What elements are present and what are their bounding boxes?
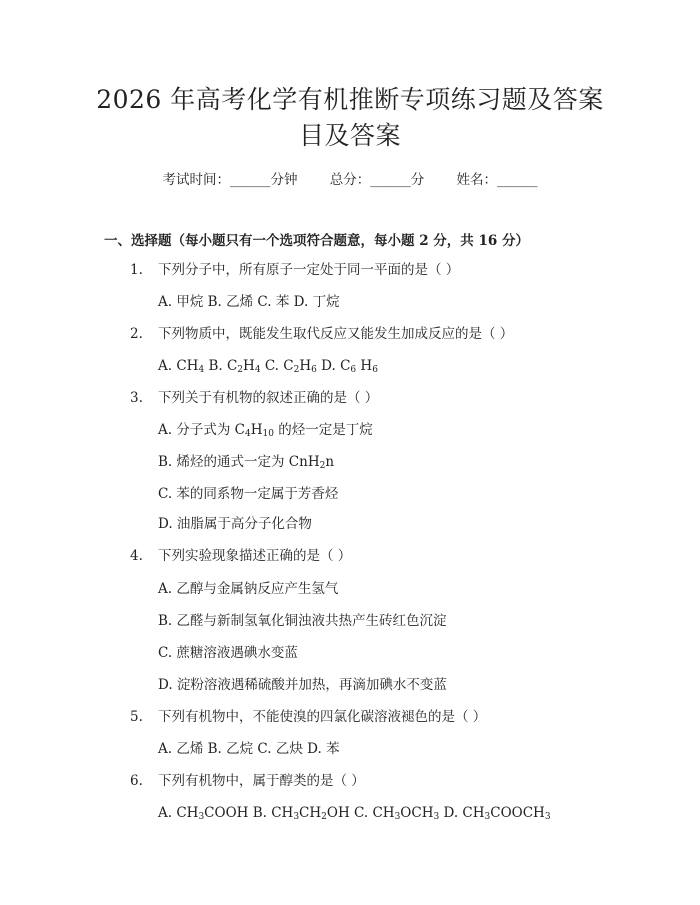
subscript: 4 [254, 365, 261, 375]
question-2 [130, 325, 513, 343]
question-6-options [158, 804, 551, 826]
exam-info-bar [0, 168, 700, 188]
option-text: H [356, 358, 373, 374]
question-3-option-a [158, 421, 373, 443]
question-text: 下列有机物中，属于醇类的是（ ） [158, 773, 365, 789]
option-text: B. C [204, 358, 238, 374]
question-4-option-b: B. 乙醛与新制氢氧化铜浊液共热产生砖红色沉淀 [158, 613, 447, 629]
option-text: B. 烯烃的通式一定为 CnH [158, 454, 320, 470]
question-3-option-d: D. 油脂属于高分子化合物 [158, 516, 312, 532]
question-text: 下列有机物中，不能使溴的四氯化碳溶液褪色的是（ ） [158, 709, 487, 725]
question-number: 1. [130, 262, 143, 278]
subscript: 3 [394, 812, 401, 822]
option-text: D. C [316, 358, 351, 374]
subscript: 6 [372, 365, 378, 375]
question-6 [130, 772, 365, 790]
question-4 [130, 547, 351, 565]
question-3-option-b [158, 453, 334, 475]
question-text: 下列关于有机物的叙述正确的是（ ） [158, 390, 379, 406]
question-5 [130, 708, 486, 726]
question-number: 4. [130, 548, 143, 564]
question-number: 5. [130, 709, 143, 725]
option-text: A. 分子式为 C [158, 422, 245, 438]
subscript: 3 [293, 812, 300, 822]
option-text: H [250, 422, 263, 438]
option-text: C. C [260, 358, 294, 374]
name-field: 姓名：______ [456, 172, 538, 188]
option-text: 的烃一定是丁烷 [273, 422, 373, 438]
subscript: 2 [321, 812, 327, 822]
subscript: 6 [311, 365, 317, 375]
subscript: 4 [244, 429, 251, 439]
doc-title-line2: 目及答案 [298, 121, 401, 150]
question-number: 3. [130, 390, 143, 406]
subscript: 3 [544, 812, 551, 822]
subscript: 3 [433, 812, 440, 822]
total-score-field: 总分：______分 [329, 172, 425, 188]
question-4-option-d: D. 淀粉溶液遇稀硫酸并加热，再滴加碘水不变蓝 [158, 677, 447, 693]
question-4-option-a: A. 乙醇与金属钠反应产生氢气 [158, 581, 339, 597]
option-text: H [243, 358, 255, 374]
subscript: 4 [198, 365, 205, 375]
option-text: OH C. CH [326, 805, 395, 821]
section-heading: 一、选择题（每小题只有一个选项符合题意，每小题 2 分，共 16 分） [104, 233, 529, 249]
question-text: 下列物质中，既能发生取代反应又能发生加成反应的是（ ） [158, 326, 514, 342]
question-text: 下列实验现象描述正确的是（ ） [158, 548, 352, 564]
option-text: CH [299, 805, 322, 821]
option-text: A. CH [158, 358, 199, 374]
question-1 [130, 261, 459, 279]
option-text: A. CH [158, 805, 199, 821]
subscript: 3 [484, 812, 491, 822]
question-3-option-c: C. 苯的同系物一定属于芳香烃 [158, 486, 339, 502]
option-text: OCH [400, 805, 434, 821]
question-number: 2. [130, 326, 143, 342]
option-text: COOH B. CH [204, 805, 294, 821]
question-4-option-c: C. 蔗糖溶液遇碘水变蓝 [158, 645, 298, 661]
doc-title-line1: 2026 年高考化学有机推断专项练习题及答案 [96, 85, 604, 114]
question-1-options: A. 甲烷 B. 乙烯 C. 苯 D. 丁烷 [158, 294, 340, 310]
subscript: 10 [262, 429, 274, 439]
option-text: n [325, 454, 335, 470]
option-text: H [299, 358, 312, 374]
option-text: COOCH [490, 805, 545, 821]
subscript: 6 [350, 365, 357, 375]
subscript: 3 [198, 812, 205, 822]
question-text: 下列分子中，所有原子一定处于同一平面的是（ ） [158, 262, 460, 278]
question-3 [130, 389, 378, 407]
subscript: 2 [319, 461, 326, 471]
question-2-options [158, 357, 378, 379]
exam-time-field: 考试时间：______分钟 [162, 172, 298, 188]
question-number: 6. [130, 773, 143, 789]
subscript: 2 [237, 365, 244, 375]
subscript: 2 [293, 365, 300, 375]
option-text: D. CH [439, 805, 485, 821]
question-5-options: A. 乙烯 B. 乙烷 C. 乙炔 D. 苯 [158, 741, 340, 757]
